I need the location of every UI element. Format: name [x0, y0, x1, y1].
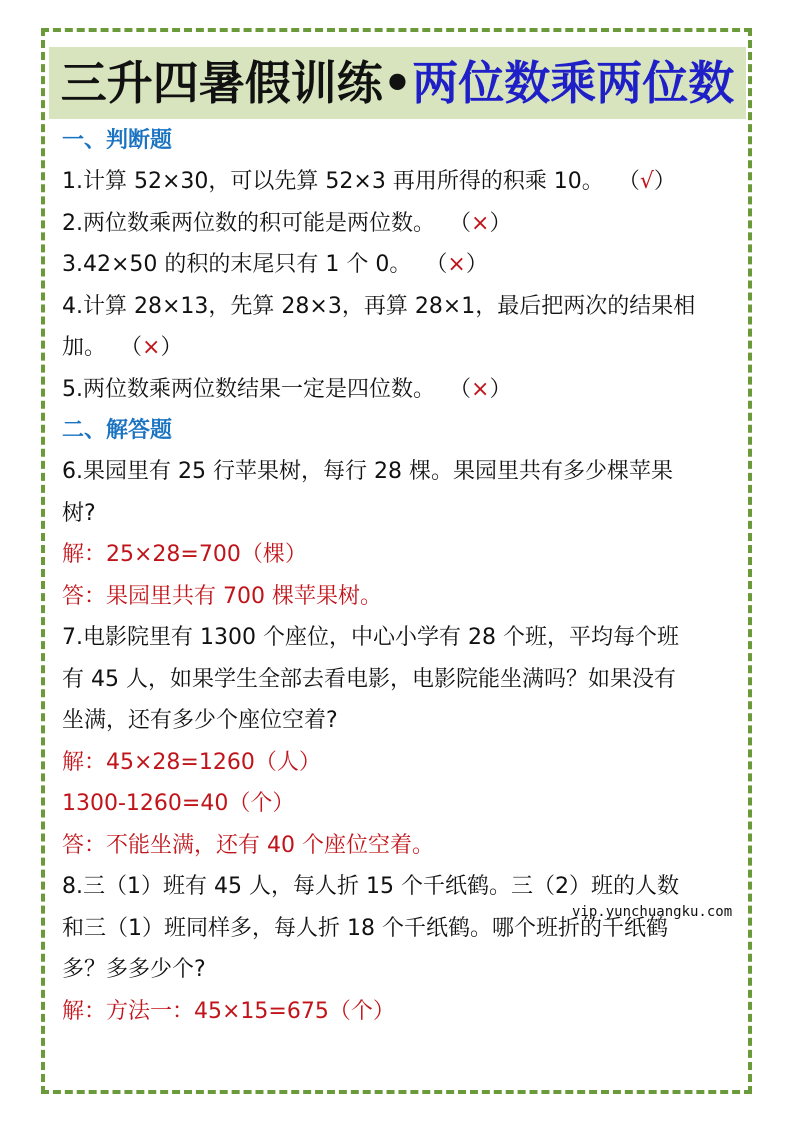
watermark: vip.yunchuangku.com — [572, 904, 733, 920]
judgement-item-2 — [62, 203, 738, 245]
q6-line2: 树? — [62, 500, 96, 526]
item-text: 3.42×50 的积的末尾只有 1 个 0。 — [62, 252, 412, 277]
bracket-close: ） — [489, 376, 512, 402]
title-part2: 两位数乘两位数 — [412, 56, 735, 110]
section-heading-problems: 二、解答题 — [62, 418, 173, 443]
bracket-close: ） — [653, 169, 676, 194]
bracket-open: （ — [120, 335, 143, 360]
item-text: 2.两位数乘两位数的积可能是两位数。 — [62, 210, 435, 236]
answer-mark: × — [471, 376, 490, 402]
q7-line2: 有 45 人，如果学生全部去看电影，电影院能坐满吗？如果没有 — [62, 666, 676, 692]
judgement-item-4-line1: 4.计算 28×13，先算 28×3，再算 28×1，最后把两次的结果相 — [62, 293, 696, 319]
bracket-close: ） — [160, 335, 183, 360]
q7-line3: 坐满，还有多少个座位空着? — [62, 708, 338, 733]
judgement-item-5 — [62, 369, 738, 411]
item-text: 5.两位数乘两位数结果一定是四位数。 — [62, 376, 435, 402]
answer-mark: √ — [639, 169, 654, 194]
q8-line3: 多？多多少个? — [62, 957, 206, 982]
bracket-open: （ — [617, 169, 640, 194]
judgement-item-4-line2 — [62, 327, 738, 369]
item-text: 1.计算 52×30，可以先算 52×3 再用所得的积乘 10。 — [62, 169, 604, 194]
q6-solution: 解：25×28=700（棵） — [62, 542, 307, 567]
judgement-item-3 — [62, 244, 738, 286]
q8-line2: 和三（1）班同样多，每人折 18 个千纸鹤。哪个班折的千纸鹤 — [62, 915, 668, 941]
page-title — [49, 47, 746, 119]
bracket-close: ） — [465, 252, 488, 277]
q7-solution-1: 解：45×28=1260（人） — [62, 749, 321, 775]
bracket-open: （ — [425, 252, 448, 277]
q6-answer: 答：果园里共有 700 棵苹果树。 — [62, 583, 382, 609]
item-text: 加。 — [62, 335, 107, 360]
title-part1: 三升四暑假训练• — [60, 56, 413, 110]
answer-mark: × — [471, 210, 490, 236]
q7-solution-2: 1300-1260=40（个） — [62, 791, 295, 816]
q7-line1: 7.电影院里有 1300 个座位，中心小学有 28 个班，平均每个班 — [62, 625, 679, 650]
q8-line1: 8.三（1）班有 45 人，每人折 15 个千纸鹤。三（2）班的人数 — [62, 874, 679, 899]
answer-mark: × — [142, 335, 161, 360]
q7-answer: 答：不能坐满，还有 40 个座位空着。 — [62, 832, 434, 858]
section-heading-judgement: 一、判断题 — [62, 128, 173, 153]
worksheet-content — [62, 120, 738, 1032]
q6-line1: 6.果园里有 25 行苹果树，每行 28 棵。果园里共有多少棵苹果 — [62, 459, 673, 484]
bracket-open: （ — [449, 376, 472, 402]
bracket-open: （ — [449, 210, 472, 236]
q8-solution-1: 解：方法一：45×15=675（个） — [62, 998, 395, 1024]
judgement-item-1 — [62, 161, 738, 203]
bracket-close: ） — [489, 210, 512, 236]
answer-mark: × — [447, 252, 466, 277]
